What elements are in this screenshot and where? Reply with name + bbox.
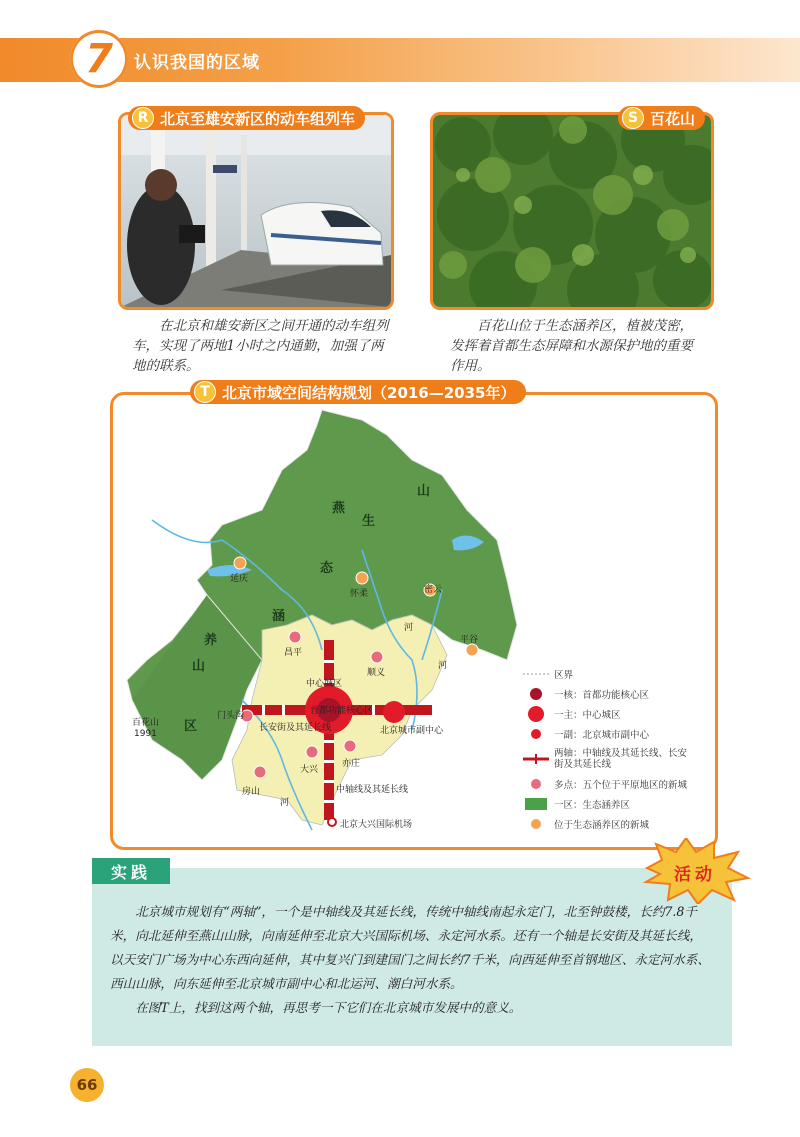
eco-swatch-icon <box>522 796 550 812</box>
label-miyun: 密云 <box>424 585 443 595</box>
label-huairou: 怀柔 <box>350 589 369 599</box>
legend-boundary <box>522 664 712 684</box>
label-yanqing: 延庆 <box>230 574 249 584</box>
legend-core-label: 一核：首都功能核心区 <box>554 690 650 701</box>
eco-town-dot-icon <box>522 816 550 832</box>
practice-tab: 实践 <box>92 858 170 884</box>
label-shan: 山 <box>417 484 431 499</box>
axis-line-icon <box>522 751 550 767</box>
label-core: 首都功能核心区 <box>310 706 374 716</box>
label-shunyi: 顺义 <box>367 668 386 678</box>
label-shan2: 山 <box>192 659 206 674</box>
photo-left-title-text: 北京至雄安新区的动车组列车 <box>160 109 356 128</box>
photo-right-title <box>618 106 705 130</box>
label-yang: 养 <box>204 633 218 648</box>
label-center: 中心城区 <box>306 679 343 689</box>
practice-paragraph-1: 北京城市规划有“两轴”，一个是中轴线及其延长线，传统中轴线南起永定门，北至钟鼓楼，长约7.8千米，向北延伸至燕山山脉，向南延伸至北京大兴国际机场、永定河水系。还有一个轴是长安街及其延长线，以天安门广场为中心东西向延伸，其中复兴门到建国门之间长约7千米，向西延伸至首钢地区、永定河水系、西山山脉，向东延伸至北京城市副中心和北运河、潮白河水系。 <box>110 904 710 991</box>
label-river-3: 河 <box>280 798 290 808</box>
label-han: 涵 <box>272 609 286 624</box>
label-baihua: 百花山 <box>132 718 160 728</box>
legend-multi-label: 多点：五个位于平原地区的新城 <box>554 780 688 791</box>
badge-s: S <box>622 107 644 129</box>
label-changping: 昌平 <box>284 648 303 658</box>
label-yan: 燕 <box>332 501 346 516</box>
core-dot-icon <box>522 686 550 702</box>
legend-eco-label: 一区：生态涵养区 <box>554 800 631 811</box>
boundary-line-icon <box>522 666 550 682</box>
legend-eco-town-label: 位于生态涵养区的新城 <box>554 820 650 831</box>
legend-core <box>522 684 712 704</box>
legend-main-label: 一主：中心城区 <box>554 710 621 721</box>
label-subcenter: 北京城市副中心 <box>380 726 444 736</box>
newtown-dot-icon <box>522 776 550 792</box>
label-yizhuang: 亦庄 <box>342 759 361 769</box>
legend-multi <box>522 774 712 794</box>
photo-right-caption: 百花山位于生态涵养区，植被茂密，发挥着首都生态屏障和水源保护地的重要作用。 <box>450 318 693 374</box>
label-river-2: 河 <box>438 661 448 671</box>
main-dot-icon <box>522 706 550 722</box>
label-tai: 态 <box>320 561 334 576</box>
practice-text <box>110 900 714 1020</box>
photo-train <box>118 112 394 310</box>
photo-left-title <box>128 106 365 130</box>
activity-label: 活动 <box>674 865 716 885</box>
map-title-text: 北京市域空间结构规划（2016—2035年） <box>222 383 516 402</box>
photo-forest <box>430 112 714 310</box>
label-fangshan: 房山 <box>242 787 261 797</box>
map-legend <box>522 664 712 834</box>
beijing-map <box>112 400 532 840</box>
label-baihua-elev: 1991 <box>134 729 157 739</box>
chapter-title: 认识我国的区域 <box>134 53 260 73</box>
label-axis: 中轴线及其延长线 <box>336 785 409 795</box>
legend-eco-town <box>522 814 712 834</box>
legend-sub <box>522 724 712 744</box>
legend-boundary-label: 区界 <box>554 670 574 681</box>
label-changan: 长安街及其延长线 <box>259 723 332 733</box>
photo-left-caption: 在北京和雄安新区之间开通的动车组列车，实现了两地1小时之内通勤，加强了两地的联系。 <box>132 318 389 374</box>
chapter-number-badge: 7 <box>70 30 128 88</box>
legend-axis-label: 两轴：中轴线及其延长线、长安街及其延长线 <box>554 748 688 770</box>
practice-paragraph-2: 在图T上，找到这两个轴，再思考一下它们在北京城市发展中的意义。 <box>135 1000 522 1015</box>
legend-main <box>522 704 712 724</box>
label-daxing: 大兴 <box>300 765 319 775</box>
badge-r: R <box>132 107 154 129</box>
badge-t: T <box>194 381 216 403</box>
label-sheng: 生 <box>362 514 376 529</box>
sub-dot-icon <box>522 726 550 742</box>
photo-right-title-text: 百花山 <box>650 109 696 128</box>
legend-sub-label: 一副：北京城市副中心 <box>554 730 650 741</box>
page-number: 66 <box>70 1068 104 1102</box>
legend-axis <box>522 744 712 774</box>
label-river-1: 河 <box>404 623 414 633</box>
legend-eco <box>522 794 712 814</box>
label-pinggu: 平谷 <box>460 635 479 645</box>
label-mentougou: 门头沟 <box>217 711 245 721</box>
label-airport: 北京大兴国际机场 <box>340 820 413 830</box>
label-qu: 区 <box>184 719 198 734</box>
